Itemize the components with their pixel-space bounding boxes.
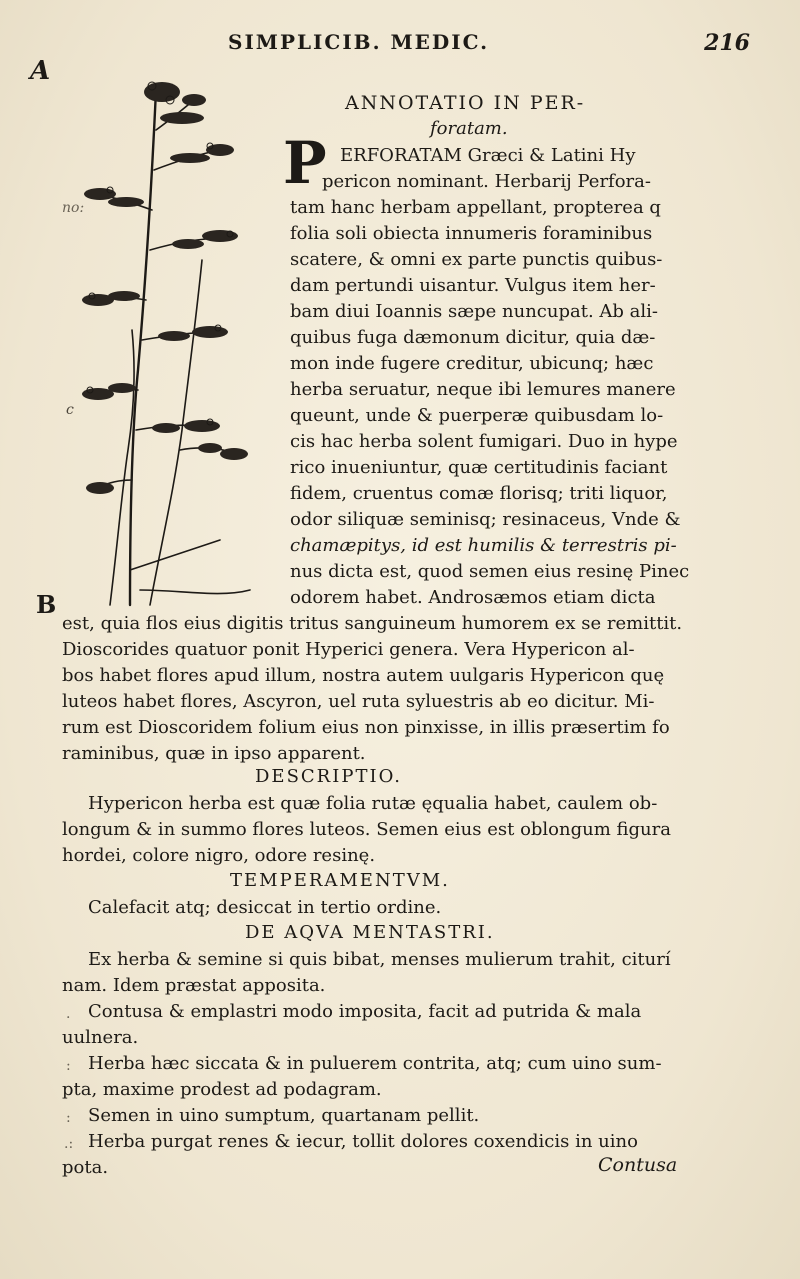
annotatio-title-continuation: foratam. (430, 118, 508, 139)
section-heading-aqua: DE AQVA MENTASTRI. (245, 922, 495, 943)
text-line: raminibus, quæ in ipso apparent. (62, 743, 366, 764)
text-line: bos habet flores apud illum, nostra autem uulgaris Hypericon quę (62, 665, 665, 686)
text-line: nus dicta est, quod semen eius resinę Pinec (290, 561, 690, 582)
text-line: rum est Dioscoridem folium eius non pinxisse, in illis præsertim fo (62, 717, 670, 738)
text-line: bam diui Ioannis sæpe nuncupat. Ab ali- (290, 301, 658, 322)
text-line: scatere, & omni ex parte punctis quibus- (290, 249, 663, 270)
text-line: pota. (62, 1157, 109, 1178)
text-line: longum & in summo flores luteos. Semen eius est oblongum figura (62, 819, 671, 840)
text-line: Contusa & emplastri modo imposita, facit ad putrida & mala (88, 1001, 642, 1022)
text-line: nam. Idem præstat apposita. (62, 975, 326, 996)
drop-capital: P (283, 129, 327, 197)
text-line: uulnera. (62, 1027, 139, 1048)
text-line: folia soli obiecta innumeris foraminibus (290, 223, 653, 244)
margin-letter-c: c (66, 402, 74, 418)
running-head: SIMPLICIB. MEDIC. (228, 30, 490, 54)
text-line: Dioscorides quatuor ponit Hyperici genera. Vera Hypericon al- (62, 639, 635, 660)
text-line: pta, maxime prodest ad podagram. (62, 1079, 382, 1100)
paragraph-mark: : (66, 1058, 71, 1074)
text-line: ERFORATAM Græci & Latini Hy (340, 145, 636, 166)
text-line: cis hac herba solent fumigari. Duo in hype (290, 431, 678, 452)
text-line: odorem habet. Androsæmos etiam dicta (290, 587, 656, 608)
text-line: chamæpitys, id est humilis & terrestris pi- (290, 535, 677, 556)
text-line: tam hanc herbam appellant, propterea q (290, 197, 661, 218)
text-line: Semen in uino sumptum, quartanam pellit. (88, 1105, 480, 1126)
text-line: pericon nominant. Herbarij Perfora- (322, 171, 651, 192)
text-line: Calefacit atq; desiccat in tertio ordine. (88, 897, 442, 918)
text-line: Herba hæc siccata & in puluerem contrita, atq; cum uino sum- (88, 1053, 662, 1074)
text-line: hordei, colore nigro, odore resinę. (62, 845, 376, 866)
text-line: quibus fuga dæmonum dicitur, quia dæ- (290, 327, 656, 348)
section-heading-temperamentum: TEMPERAMENTVM. (230, 870, 450, 891)
margin-letter-a: A (30, 56, 51, 86)
text-line: Herba purgat renes & iecur, tollit dolores coxendicis in uino (88, 1131, 638, 1152)
text-line: Hypericon herba est quæ folia rutæ ęqualia habet, caulem ob- (88, 793, 658, 814)
text-line: est, quia flos eius digitis tritus sanguineum humorem ex se remittit. (62, 613, 683, 634)
margin-note: no: (62, 200, 85, 216)
paragraph-mark: : (66, 1110, 71, 1126)
page-header (228, 30, 750, 60)
text-line: dam pertundi uisantur. Vulgus item her- (290, 275, 656, 296)
text-line: fidem, cruentus comæ florisq; triti liquor, (290, 483, 668, 504)
text-line: mon inde fugere creditur, ubicunq; hæc (290, 353, 654, 374)
text-line: luteos habet flores, Ascyron, uel ruta syluestris ab eo dicitur. Mi- (62, 691, 655, 712)
text-line: queunt, unde & puerperæ quibusdam lo- (290, 405, 664, 426)
section-heading-descriptio: DESCRIPTIO. (255, 766, 402, 787)
paragraph-mark: . (66, 1006, 71, 1022)
paragraph-mark: .: (64, 1136, 74, 1152)
folio-number: 216 (704, 30, 750, 56)
margin-letter-b: B (36, 590, 57, 619)
text-line: Ex herba & semine si quis bibat, menses mulierum trahit, citurí (88, 949, 671, 970)
plant-woodcut-illustration (70, 70, 270, 610)
text-line: herba seruatur, neque ibi lemures manere (290, 379, 676, 400)
catchword: Contusa (598, 1154, 678, 1176)
text-line: odor siliquæ seminisq; resinaceus, Vnde & (290, 509, 681, 530)
annotatio-title: ANNOTATIO IN PER- (345, 92, 586, 114)
text-line: rico inueniuntur, quæ certitudinis faciant (290, 457, 668, 478)
